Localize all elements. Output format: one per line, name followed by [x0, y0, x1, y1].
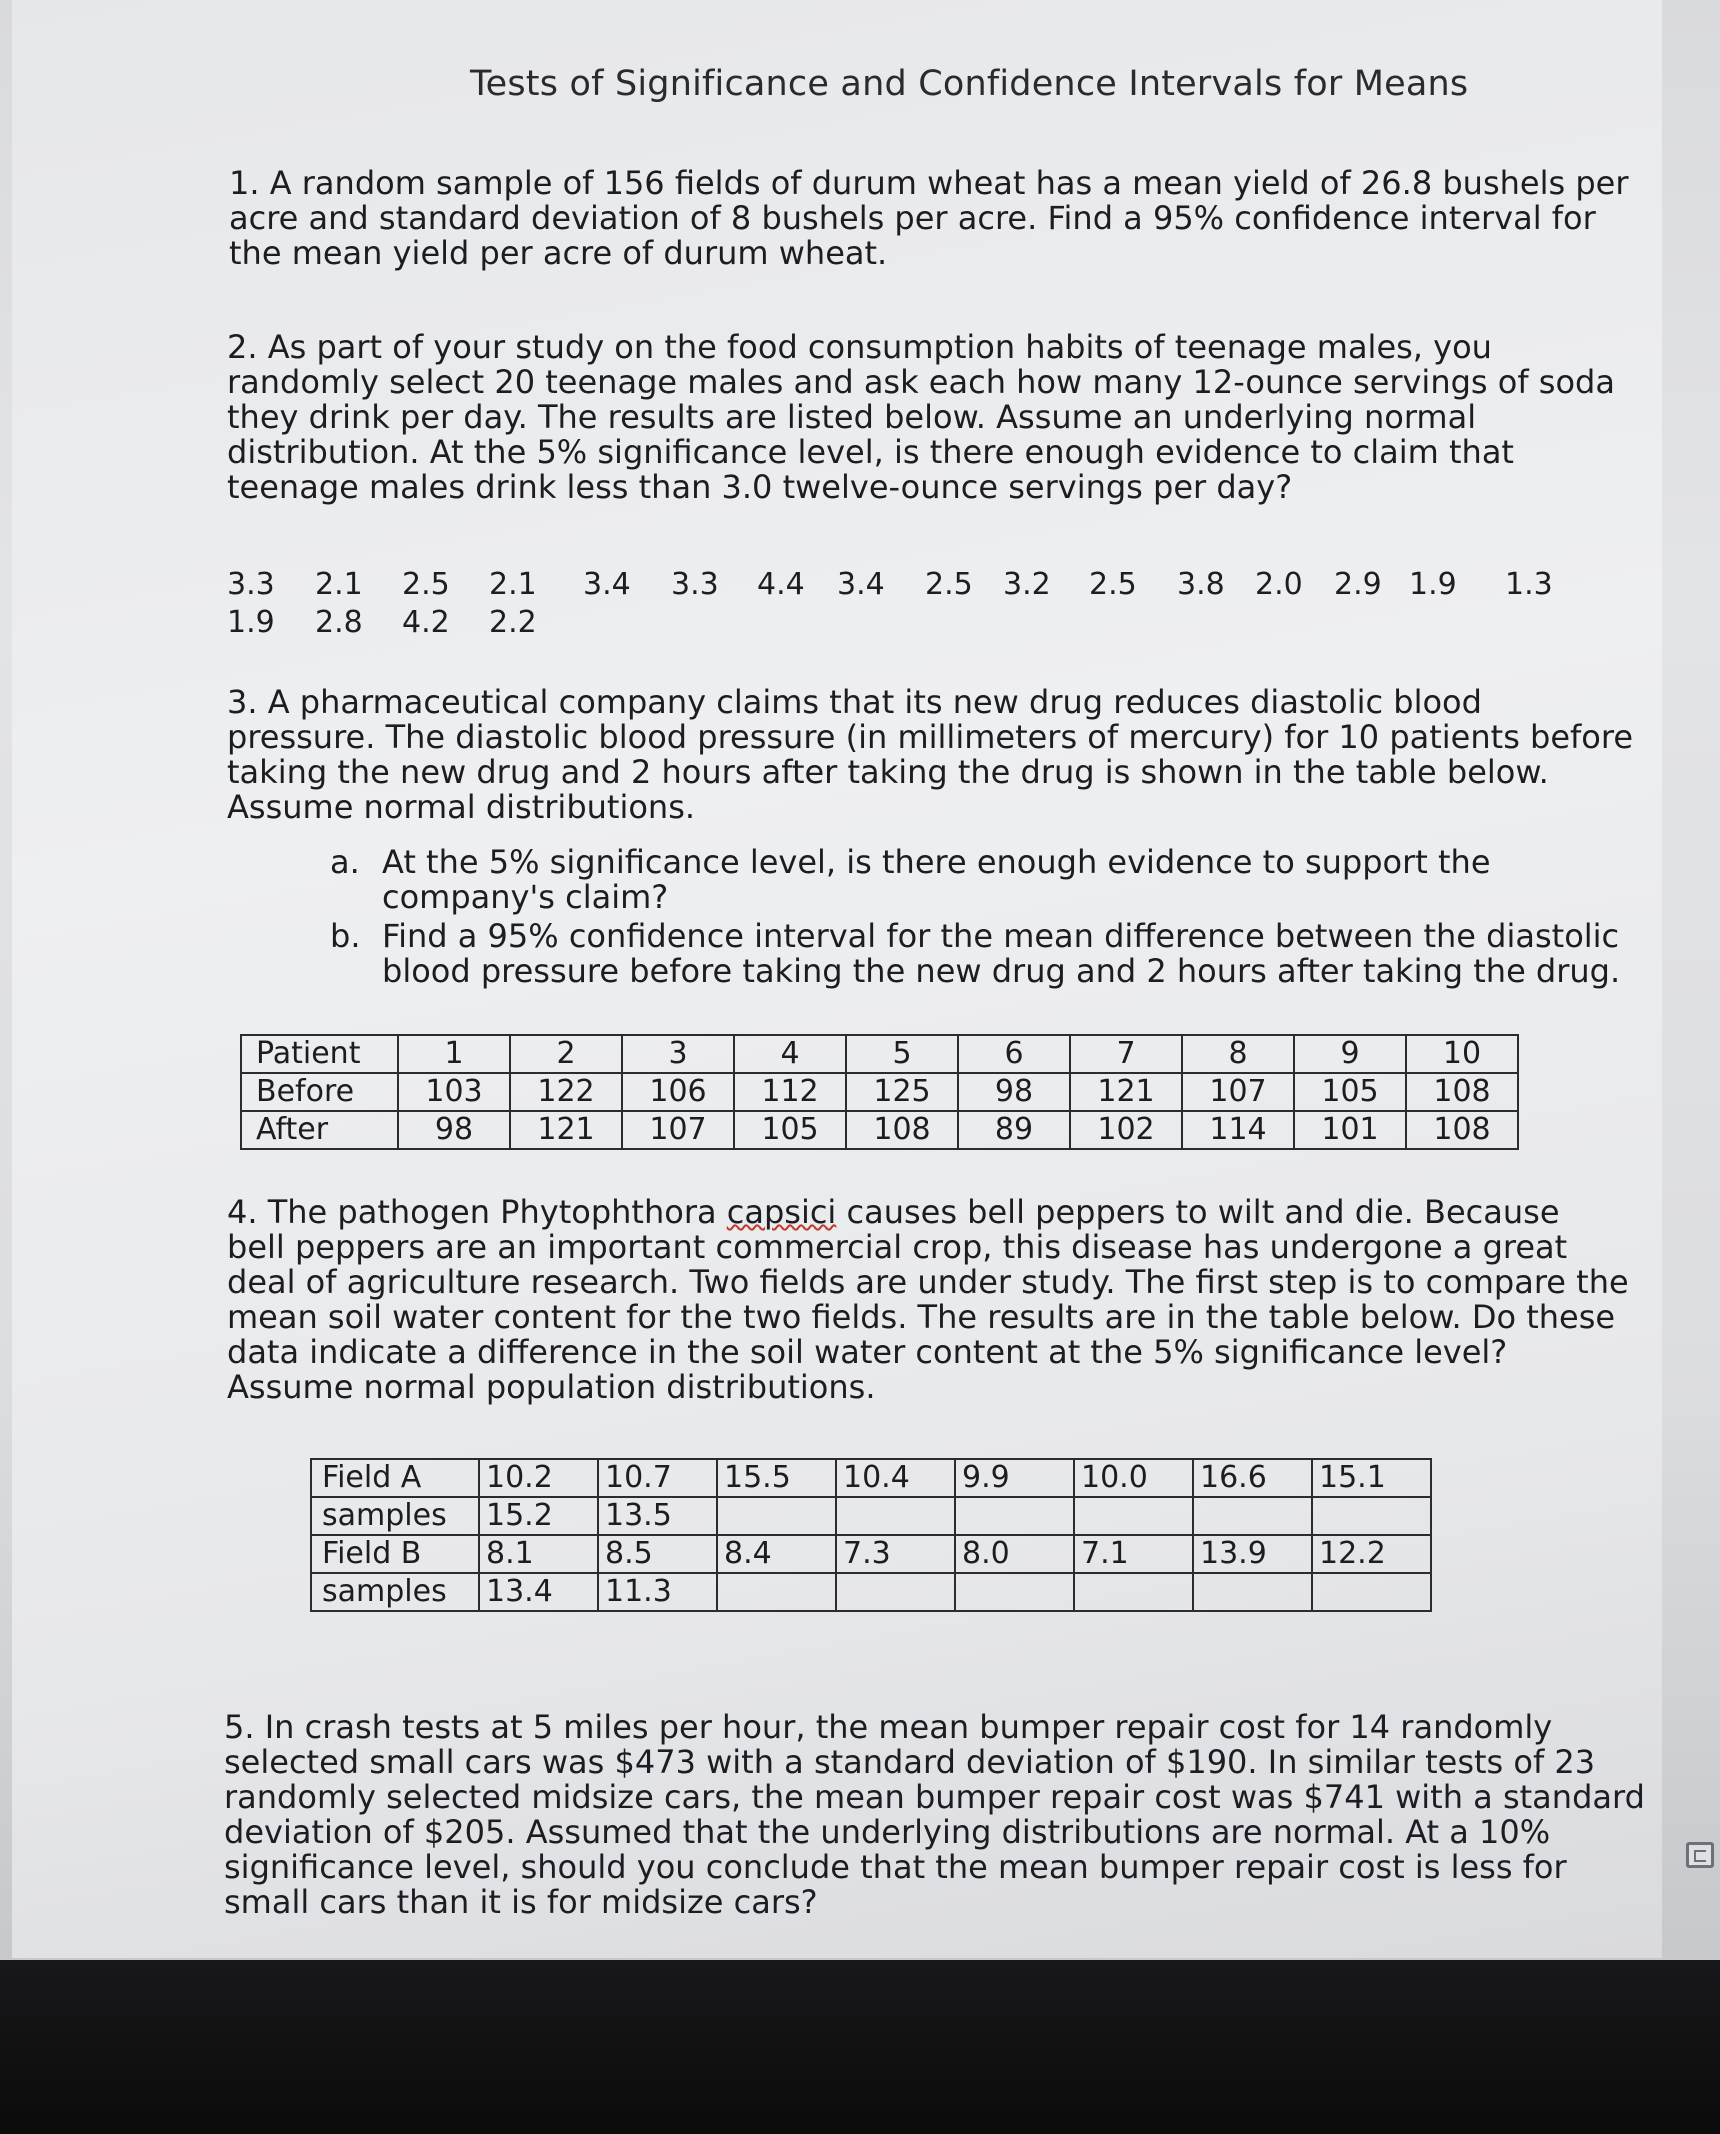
question-line: randomly selected midsize cars, the mean bumper repair cost was $741 with a standard: [224, 1778, 1645, 1816]
data-value: 3.3: [227, 567, 275, 602]
question-line: the mean yield per acre of durum wheat.: [229, 234, 888, 272]
data-value: 2.5: [1089, 567, 1137, 602]
question-line: mean soil water content for the two fields. The results are in the table below. Do these: [227, 1298, 1616, 1336]
question-line: 1. A random sample of 156 fields of durum wheat has a mean yield of 26.8 bushels per: [229, 164, 1629, 202]
part-letter: a.: [330, 843, 360, 881]
question-line: [227, 1195, 1629, 1230]
table-cell: 7.3: [836, 1535, 955, 1573]
table-cell: 8.1: [479, 1535, 598, 1573]
table-cell: 8: [1182, 1035, 1294, 1073]
part-letter: b.: [330, 917, 361, 955]
question-line: small cars than it is for midsize cars?: [224, 1883, 818, 1921]
question-3: [227, 685, 1633, 825]
page-title: Tests of Significance and Confidence Intervals for Means: [470, 64, 1469, 104]
table-cell: 7: [1070, 1035, 1182, 1073]
data-value: 4.2: [402, 605, 450, 640]
question-4: [227, 1195, 1629, 1405]
table-cell: 2: [510, 1035, 622, 1073]
table-cell: 7.1: [1074, 1535, 1193, 1573]
table-cell: 9: [1294, 1035, 1406, 1073]
table-cell: 102: [1070, 1111, 1182, 1149]
table-cell: 107: [622, 1111, 734, 1149]
table-cell: 89: [958, 1111, 1070, 1149]
table-cell: 13.4: [479, 1573, 598, 1611]
question-line: 5. In crash tests at 5 miles per hour, the mean bumper repair cost for 14 randomly: [224, 1708, 1553, 1746]
table-cell: 12.2: [1312, 1535, 1431, 1573]
row-header: Patient: [241, 1035, 398, 1073]
soda-data-row-1: [227, 566, 1577, 604]
question-line: selected small cars was $473 with a standard deviation of $190. In similar tests of 23: [224, 1743, 1596, 1781]
question-line: significance level, should you conclude that the mean bumper repair cost is less for: [224, 1848, 1567, 1886]
question-line: they drink per day. The results are listed below. Assume an underlying normal: [227, 398, 1477, 436]
table-cell: 105: [1294, 1073, 1406, 1111]
table-cell: 108: [1406, 1111, 1518, 1149]
table-cell: 114: [1182, 1111, 1294, 1149]
table-cell: 13.5: [598, 1497, 717, 1535]
table-cell: 10.7: [598, 1459, 717, 1497]
table-cell: 8.4: [717, 1535, 836, 1573]
question-line: acre and standard deviation of 8 bushels per acre. Find a 95% confidence interval for: [229, 199, 1596, 237]
table-row: [241, 1111, 1518, 1149]
table-cell: 8.5: [598, 1535, 717, 1573]
question-line: Assume normal distributions.: [227, 788, 696, 826]
table-cell: 101: [1294, 1111, 1406, 1149]
table-cell: 108: [846, 1111, 958, 1149]
table-cell: 98: [398, 1111, 510, 1149]
table-cell: 122: [510, 1073, 622, 1111]
row-header: Field A: [311, 1459, 479, 1497]
table-cell: 13.9: [1193, 1535, 1312, 1573]
table-row: [311, 1459, 1431, 1497]
table-cell: 98: [958, 1073, 1070, 1111]
question-5: [224, 1710, 1645, 1920]
blood-pressure-table: [240, 1034, 1519, 1150]
data-value: 2.5: [925, 567, 973, 602]
soda-data-row-2: [227, 604, 1577, 642]
row-header: samples: [311, 1573, 479, 1611]
data-value: 1.3: [1505, 567, 1553, 602]
data-value: 4.4: [757, 567, 805, 602]
table-cell: 107: [1182, 1073, 1294, 1111]
table-cell: 10.2: [479, 1459, 598, 1497]
part-line: At the 5% significance level, is there enough evidence to support the: [382, 843, 1491, 881]
row-header: Before: [241, 1073, 398, 1111]
table-row: [311, 1573, 1431, 1611]
window-restore-icon[interactable]: [1686, 1842, 1714, 1868]
question-line: teenage males drink less than 3.0 twelve-ounce servings per day?: [227, 468, 1293, 506]
data-value: 1.9: [1409, 567, 1457, 602]
question-line: 3. A pharmaceutical company claims that its new drug reduces diastolic blood: [227, 683, 1482, 721]
table-cell: 10.0: [1074, 1459, 1193, 1497]
table-row: [311, 1535, 1431, 1573]
question-1: [229, 166, 1628, 271]
table-cell: [1074, 1573, 1193, 1611]
table-cell: 9.9: [955, 1459, 1074, 1497]
table-cell: 108: [1406, 1073, 1518, 1111]
table-row: [241, 1073, 1518, 1111]
table-cell: 121: [510, 1111, 622, 1149]
table-cell: [717, 1497, 836, 1535]
table-cell: [1193, 1497, 1312, 1535]
table-cell: [836, 1497, 955, 1535]
table-cell: 10.4: [836, 1459, 955, 1497]
soda-data: [227, 566, 1577, 642]
question-line: data indicate a difference in the soil water content at the 5% significance level?: [227, 1333, 1508, 1371]
table-cell: [717, 1573, 836, 1611]
table-cell: 121: [1070, 1073, 1182, 1111]
data-value: 2.2: [489, 605, 537, 640]
table-cell: 15.2: [479, 1497, 598, 1535]
part-line: company's claim?: [382, 878, 669, 916]
data-value: 2.9: [1334, 567, 1382, 602]
row-header: samples: [311, 1497, 479, 1535]
question-line: pressure. The diastolic blood pressure (in millimeters of mercury) for 10 patients before: [227, 718, 1634, 756]
question-3a: [330, 845, 1620, 915]
data-value: 3.4: [837, 567, 885, 602]
question-text: causes bell peppers to wilt and die. Because: [836, 1193, 1560, 1231]
row-header: Field B: [311, 1535, 479, 1573]
data-value: 2.5: [402, 567, 450, 602]
table-cell: 8.0: [955, 1535, 1074, 1573]
question-3-parts: [330, 845, 1620, 993]
table-cell: 125: [846, 1073, 958, 1111]
part-line: Find a 95% confidence interval for the mean difference between the diastolic: [382, 917, 1620, 955]
table-row: [311, 1497, 1431, 1535]
data-value: 1.9: [227, 605, 275, 640]
monitor-bezel: [0, 1960, 1720, 2134]
spellcheck-flagged-word[interactable]: capsici: [726, 1193, 837, 1231]
table-cell: [1312, 1573, 1431, 1611]
data-value: 2.1: [489, 567, 537, 602]
question-line: 2. As part of your study on the food consumption habits of teenage males, you: [227, 328, 1492, 366]
table-cell: [955, 1497, 1074, 1535]
data-value: 3.8: [1177, 567, 1225, 602]
data-value: 3.4: [583, 567, 631, 602]
table-cell: 4: [734, 1035, 846, 1073]
table-cell: 1: [398, 1035, 510, 1073]
table-cell: [1312, 1497, 1431, 1535]
table-cell: 112: [734, 1073, 846, 1111]
table-row: [241, 1035, 1518, 1073]
table-cell: [1193, 1573, 1312, 1611]
table-cell: 15.1: [1312, 1459, 1431, 1497]
table-cell: [836, 1573, 955, 1611]
question-line: distribution. At the 5% significance level, is there enough evidence to claim that: [227, 433, 1514, 471]
table-cell: [955, 1573, 1074, 1611]
data-value: 2.8: [315, 605, 363, 640]
table-cell: 103: [398, 1073, 510, 1111]
question-line: taking the new drug and 2 hours after taking the drug is shown in the table below.: [227, 753, 1549, 791]
document-page: [12, 0, 1662, 1958]
data-value: 3.2: [1003, 567, 1051, 602]
question-line: deviation of $205. Assumed that the underlying distributions are normal. At a 10%: [224, 1813, 1551, 1851]
table-cell: 106: [622, 1073, 734, 1111]
table-cell: 16.6: [1193, 1459, 1312, 1497]
soil-water-table: [310, 1458, 1432, 1612]
table-cell: 3: [622, 1035, 734, 1073]
table-cell: 10: [1406, 1035, 1518, 1073]
question-2: [227, 330, 1615, 505]
table-cell: 105: [734, 1111, 846, 1149]
table-cell: 5: [846, 1035, 958, 1073]
question-line: randomly select 20 teenage males and ask each how many 12-ounce servings of soda: [227, 363, 1615, 401]
question-line: deal of agriculture research. Two fields are under study. The first step is to compare the: [227, 1263, 1629, 1301]
table-cell: 6: [958, 1035, 1070, 1073]
data-value: 3.3: [671, 567, 719, 602]
table-cell: 15.5: [717, 1459, 836, 1497]
data-value: 2.1: [315, 567, 363, 602]
question-line: bell peppers are an important commercial crop, this disease has undergone a great: [227, 1228, 1568, 1266]
question-line: Assume normal population distributions.: [227, 1368, 876, 1406]
question-3b: [330, 919, 1620, 989]
table-cell: [1074, 1497, 1193, 1535]
data-value: 2.0: [1255, 567, 1303, 602]
row-header: After: [241, 1111, 398, 1149]
table-cell: 11.3: [598, 1573, 717, 1611]
question-text: 4. The pathogen Phytophthora: [227, 1193, 727, 1231]
part-line: blood pressure before taking the new drug and 2 hours after taking the drug.: [382, 952, 1621, 990]
